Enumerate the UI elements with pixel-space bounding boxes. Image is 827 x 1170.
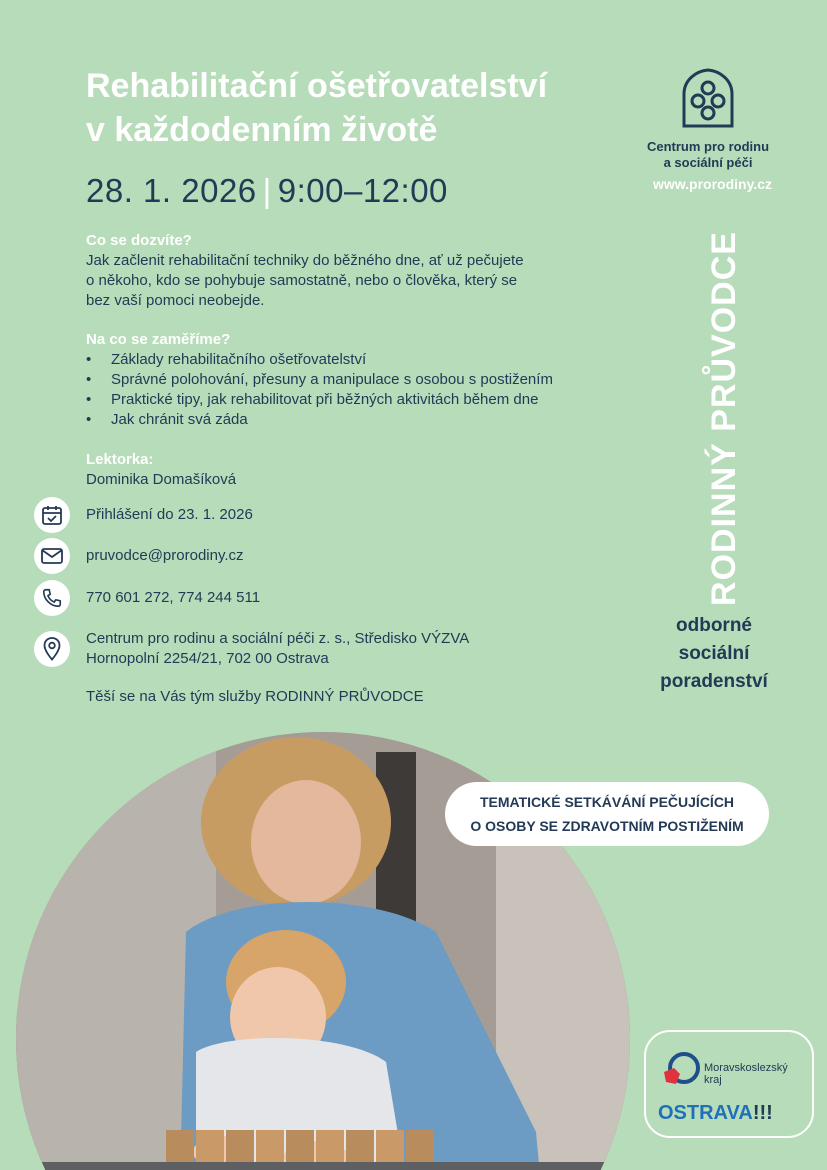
registration-row [34, 497, 253, 533]
focus-section [86, 330, 626, 430]
page-title [86, 64, 626, 152]
region-line-2: kraj [704, 1074, 722, 1086]
service-name: RODINNÝ PRŮVODCE [704, 230, 743, 606]
ostrava-text: OSTRAVA [658, 1102, 753, 1124]
email-row [34, 538, 244, 574]
sponsor-logos [644, 1030, 814, 1138]
region-name [704, 1062, 788, 1086]
date-separator: | [262, 172, 272, 209]
phone-row [34, 580, 261, 616]
learn-line-2: o někoho, kdo se pohybuje samostatně, nebo o člověka, který se [86, 272, 518, 289]
moravskoslezsky-kraj-logo [660, 1050, 700, 1090]
learn-heading: Co se dozvíte? [86, 232, 192, 249]
focus-heading: Na co se zaměříme? [86, 331, 231, 348]
title-line-1: Rehabilitační ošetřovatelství [86, 67, 548, 105]
service-type-line-1: odborné [676, 615, 752, 636]
learn-line-1: Jak začlenit rehabilitační techniky do běžného dne, ať už pečujete [86, 252, 524, 269]
location-pin-icon [34, 631, 70, 667]
badge-line-2: O OSOBY SE ZDRAVOTNÍM POSTIŽENÍM [470, 818, 744, 834]
envelope-icon [34, 538, 70, 574]
service-type-line-2: sociální [678, 643, 750, 664]
focus-item: • Jak chránit svá záda [86, 410, 626, 430]
event-type-badge [445, 782, 769, 846]
service-type-line-3: poradenství [660, 671, 768, 692]
address-row [34, 630, 470, 667]
lecturer-name: Dominika Domašíková [86, 471, 237, 488]
venue-address [86, 629, 469, 669]
event-date: 28. 1. 2026 [86, 172, 257, 209]
learn-section [86, 231, 626, 311]
organization-name [640, 139, 776, 171]
service-name-vertical [696, 230, 752, 606]
badge-line-1: TEMATICKÉ SETKÁVÁNÍ PEČUJÍCÍCH [479, 794, 735, 810]
organization-logo [640, 68, 776, 171]
lecturer-section [86, 450, 626, 490]
region-line-1: Moravskoslezský [704, 1062, 788, 1074]
focus-list [86, 350, 626, 430]
organization-name-line-2: a sociální péči [663, 155, 753, 170]
phone-icon [34, 580, 70, 616]
address-line-2: Hornopolní 2254/21, 702 00 Ostrava [86, 650, 329, 667]
focus-item: • Správné polohování, přesuny a manipulace s osobou s postižením [86, 370, 626, 390]
phone-numbers: 770 601 272, 774 244 511 [86, 589, 261, 606]
address-line-1: Centrum pro rodinu a sociální péči z. s., Středisko VÝZVA [86, 630, 470, 647]
lecturer-heading: Lektorka: [86, 451, 154, 468]
event-datetime [86, 172, 448, 210]
focus-item: • Základy rehabilitačního ošetřovatelství [86, 350, 626, 370]
title-line-2: v každodenním životě [86, 111, 438, 149]
event-time: 9:00–12:00 [277, 172, 448, 209]
website-link[interactable]: www.prorodiny.cz [652, 176, 772, 192]
service-type [634, 612, 794, 696]
calendar-icon [34, 497, 70, 533]
registration-deadline: Přihlášení do 23. 1. 2026 [86, 506, 253, 523]
closing-note: Těší se na Vás tým služby RODINNÝ PRŮVODCE [86, 688, 424, 705]
learn-line-3: bez vaší pomoci neobejde. [86, 292, 265, 309]
building-logo-icon [680, 68, 736, 128]
organization-name-line-1: Centrum pro rodinu [646, 139, 770, 154]
ostrava-logo [658, 1102, 773, 1125]
ostrava-exclamations: !!! [752, 1102, 773, 1124]
focus-item: • Praktické tipy, jak rehabilitovat při běžných aktivitách během dne [86, 390, 626, 410]
email-link[interactable]: pruvodce@prorodiny.cz [86, 547, 244, 564]
